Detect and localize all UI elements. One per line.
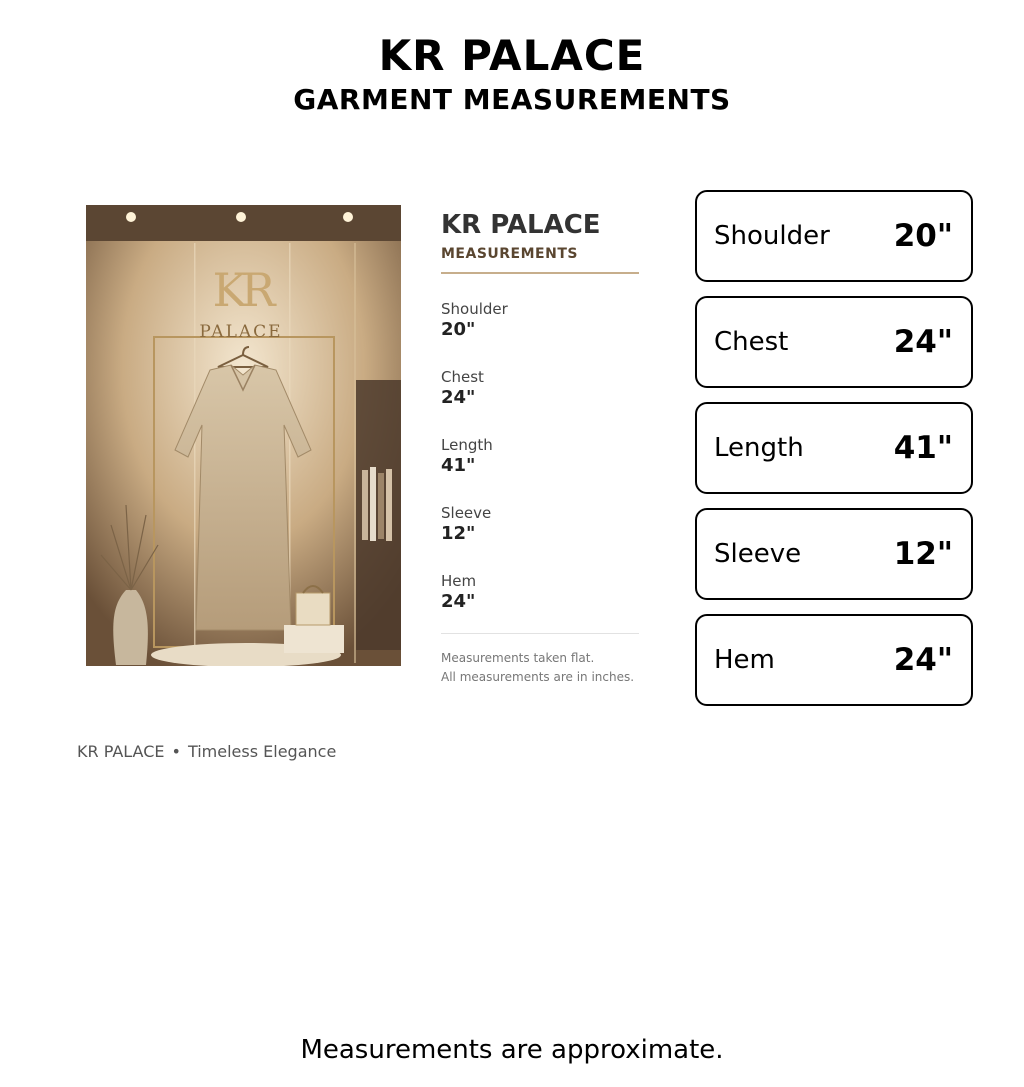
measurement-box-hem — [695, 614, 973, 706]
measurement-box-value: 24" — [893, 324, 953, 360]
list-item-value: 12" — [441, 523, 476, 544]
measurement-box-label: Chest — [714, 327, 789, 357]
garment-photo — [86, 205, 401, 666]
footer-brand-line — [77, 742, 336, 762]
disclaimer-text: Measurements are approximate. — [300, 1035, 724, 1065]
measurement-card — [441, 205, 639, 684]
card-brand: KR PALACE — [441, 210, 601, 240]
page-header — [0, 30, 1024, 118]
measurement-boxes — [695, 190, 973, 720]
measurement-box-chest — [695, 296, 973, 388]
list-item-label: Hem — [441, 572, 477, 590]
footer-tagline: Timeless Elegance — [187, 742, 337, 761]
measurement-box-value: 41" — [893, 430, 953, 466]
list-item-value: 20" — [441, 319, 476, 340]
list-item-sleeve — [441, 503, 639, 571]
list-item-chest — [441, 367, 639, 435]
measurement-list — [441, 299, 639, 639]
page-title: KR PALACE — [378, 31, 646, 80]
list-item-value: 41" — [441, 455, 476, 476]
note-line-2: All measurements are in inches. — [441, 670, 635, 684]
list-item-shoulder — [441, 299, 639, 367]
footer-brand: KR PALACE — [77, 742, 165, 761]
card-subtitle: MEASUREMENTS — [441, 246, 578, 262]
measurement-box-sleeve — [695, 508, 973, 600]
list-item-label: Chest — [441, 368, 484, 386]
measurement-box-label: Sleeve — [714, 539, 802, 569]
list-item-label: Shoulder — [441, 300, 508, 318]
page-subtitle: GARMENT MEASUREMENTS — [293, 83, 731, 116]
list-item-hem — [441, 571, 639, 639]
measurement-box-label: Length — [714, 433, 804, 463]
list-item-value: 24" — [441, 591, 476, 612]
footer-separator: • — [171, 742, 181, 761]
measurement-box-value: 20" — [893, 218, 953, 254]
logo-palace: PALACE — [199, 322, 283, 342]
measurement-box-label: Hem — [714, 645, 775, 675]
measurement-box-label: Shoulder — [714, 221, 830, 251]
card-divider — [441, 272, 639, 274]
measurement-box-value: 12" — [893, 536, 953, 572]
measurement-box-value: 24" — [893, 642, 953, 678]
logo-kr: KR — [212, 263, 270, 317]
measurement-box-length — [695, 402, 973, 494]
list-item-value: 24" — [441, 387, 476, 408]
measurement-note — [441, 649, 661, 687]
list-item-label: Sleeve — [441, 504, 492, 522]
note-line-1: Measurements taken flat. — [441, 651, 595, 665]
list-item-length — [441, 435, 639, 503]
list-item-label: Length — [441, 436, 493, 454]
note-divider — [441, 633, 639, 634]
measurement-box-shoulder — [695, 190, 973, 282]
